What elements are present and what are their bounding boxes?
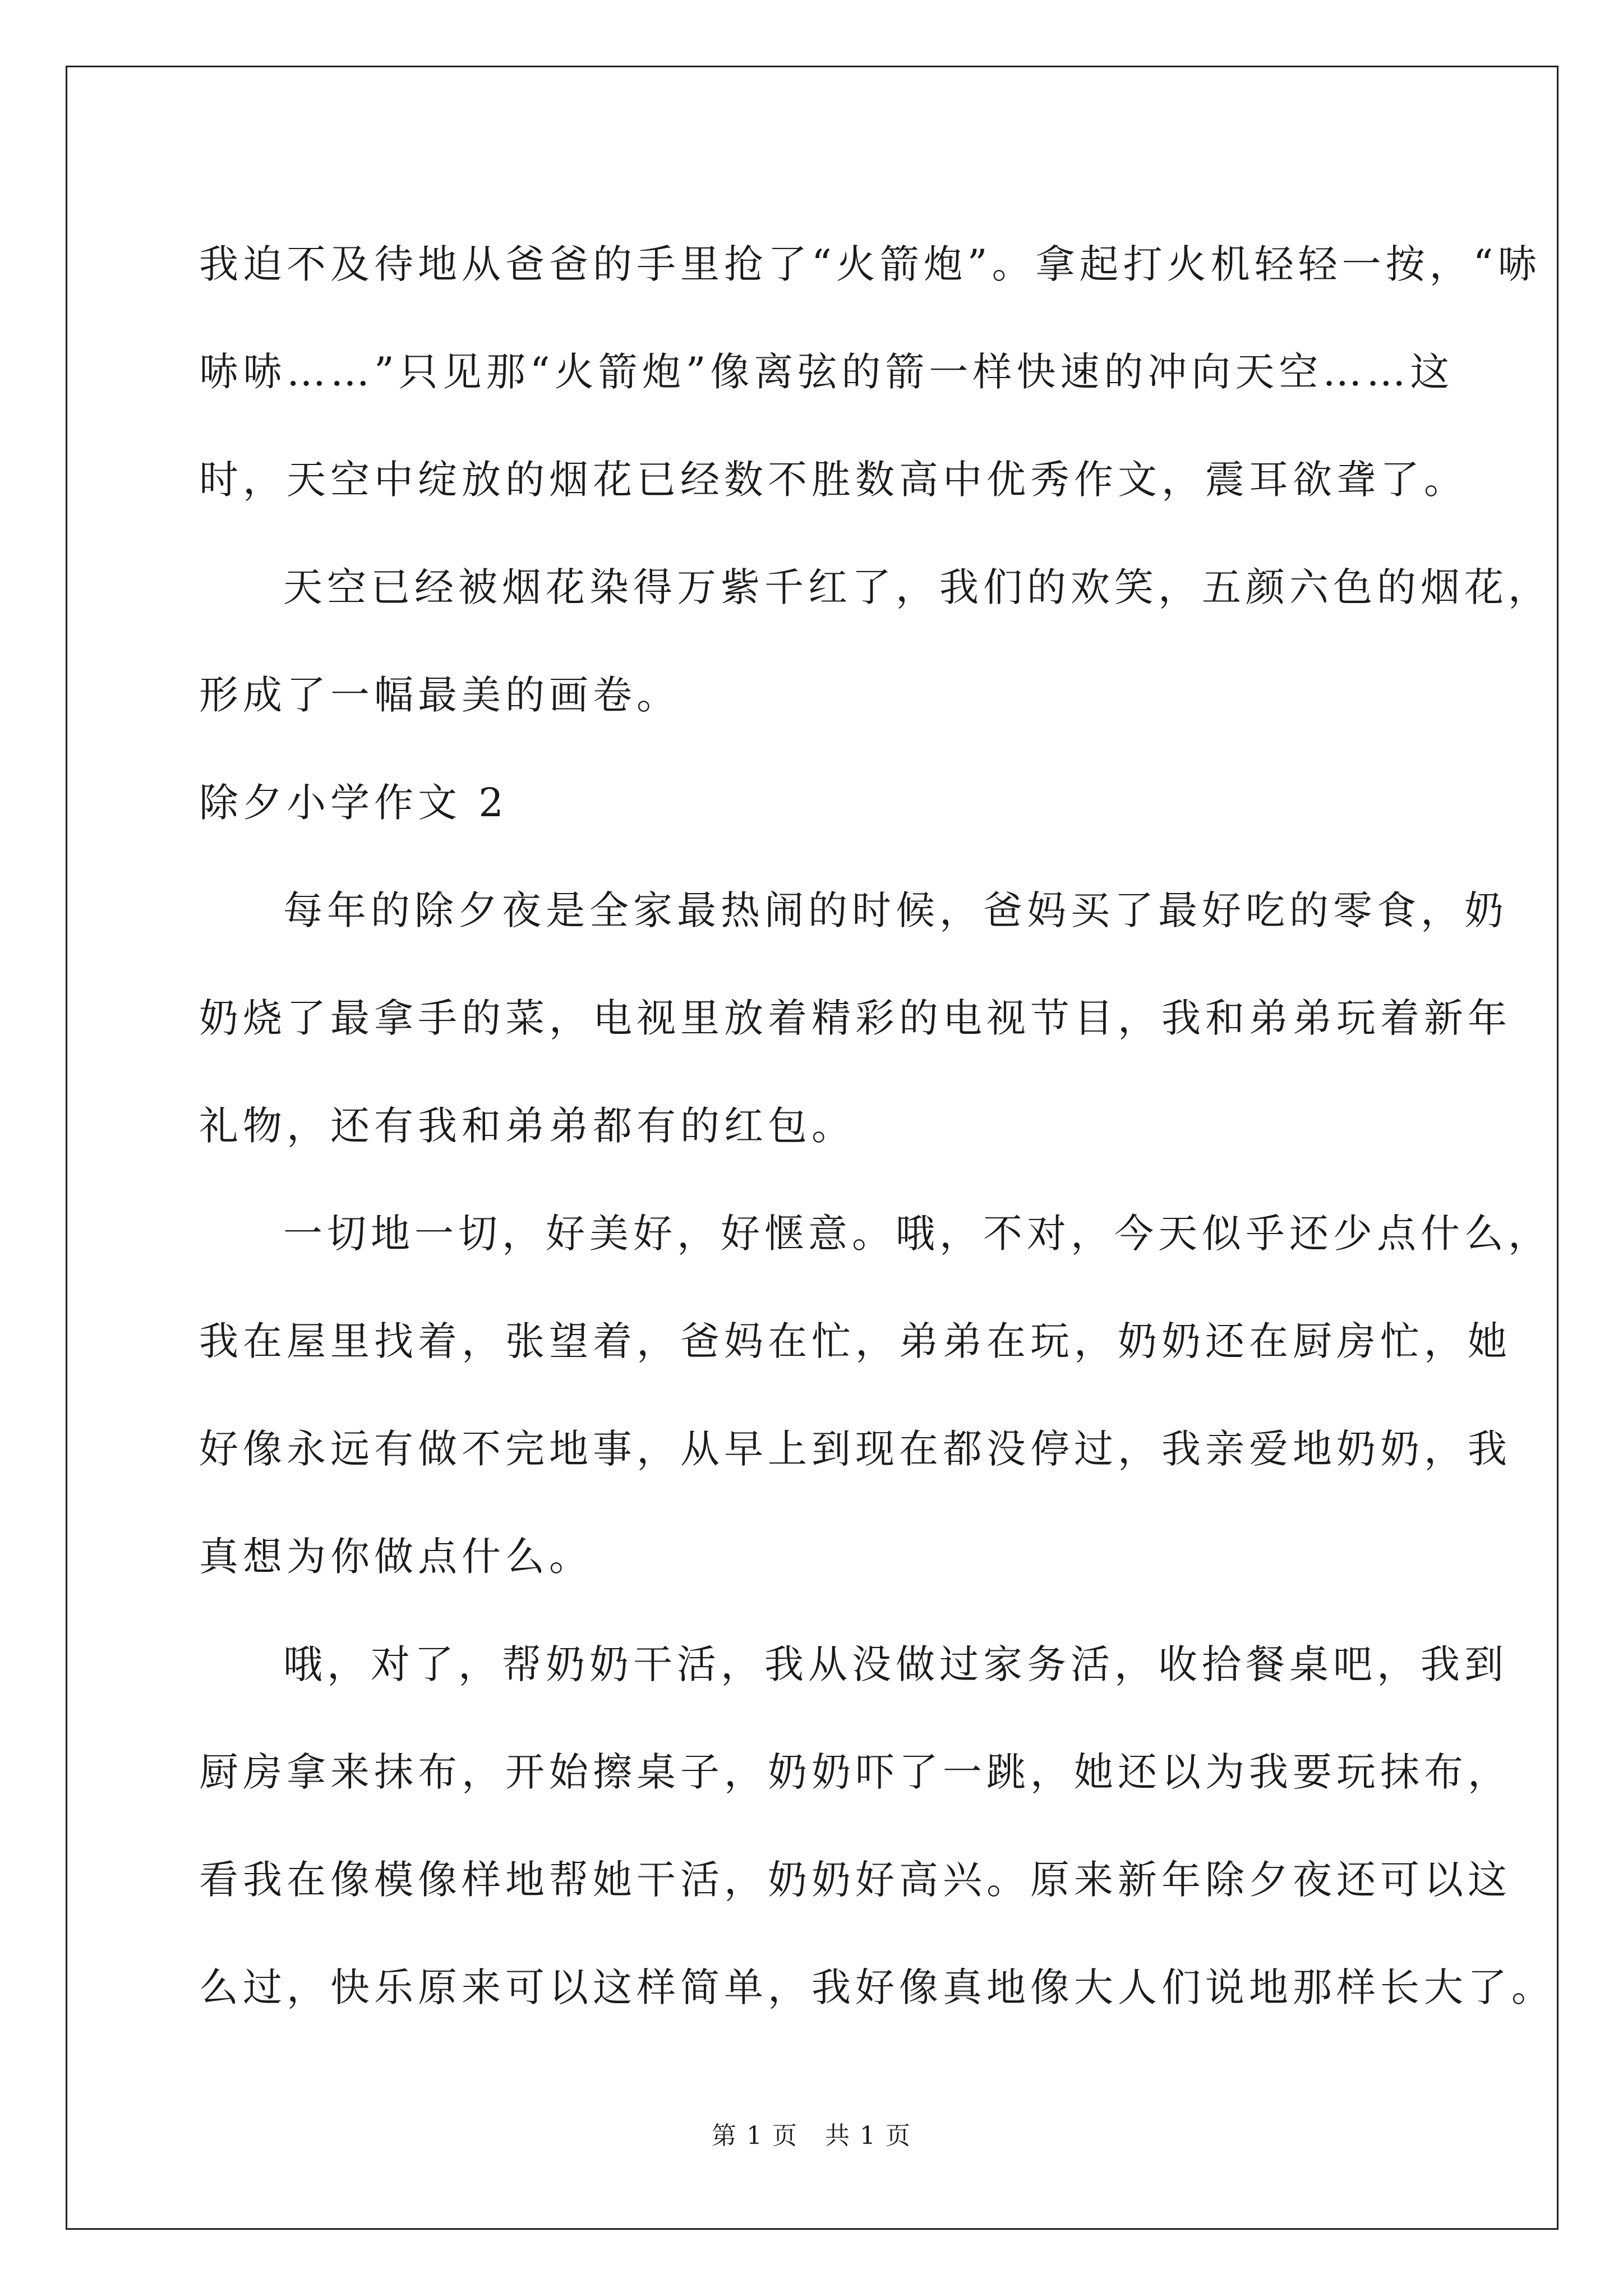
paragraph-first-line: 天空已经被烟花染得万紫千红了，我们的欢笑，五颜六色的烟花，	[283, 564, 1552, 610]
text-line: 我迫不及待地从爸爸的手里抢了“火箭炮”。拿起打火机轻轻一按，“哧	[199, 241, 1542, 287]
text-line: 真想为你做点什么。	[199, 1534, 593, 1580]
section-title: 除夕小学作文 2	[199, 780, 508, 826]
text-line: 礼物，还有我和弟弟都有的红包。	[199, 1103, 855, 1149]
text-line: 时，天空中绽放的烟花已经数不胜数高中优秀作文，震耳欲聋了。	[199, 457, 1468, 503]
paragraph-first-line: 哦，对了，帮奶奶干活，我从没做过家务活，收拾餐桌吧，我到	[283, 1641, 1508, 1687]
text-line: 厨房拿来抹布，开始擦桌子，奶奶吓了一跳，她还以为我要玩抹布，	[199, 1749, 1511, 1795]
paragraph-first-line: 每年的除夕夜是全家最热闹的时候，爸妈买了最好吃的零食，奶	[283, 887, 1508, 933]
text-line: 哧哧……”只见那“火箭炮”像离弦的箭一样快速的冲向天空……这	[199, 349, 1454, 395]
text-line: 我在屋里找着，张望着，爸妈在忙，弟弟在玩，奶奶还在厨房忙，她	[199, 1318, 1511, 1364]
page-footer: 第 1 页 共 1 页	[712, 2122, 911, 2150]
text-line: 么过，快乐原来可以这样简单，我好像真地像大人们说地那样长大了。	[199, 1964, 1555, 2010]
text-line: 看我在像模像样地帮她干活，奶奶好高兴。原来新年除夕夜还可以这	[199, 1857, 1511, 1903]
text-line: 奶烧了最拿手的菜，电视里放着精彩的电视节目，我和弟弟玩着新年	[199, 995, 1511, 1041]
paragraph-first-line: 一切地一切，好美好，好惬意。哦，不对，今天似乎还少点什么，	[283, 1211, 1552, 1257]
text-line: 好像永远有做不完地事，从早上到现在都没停过，我亲爱地奶奶，我	[199, 1426, 1511, 1472]
document-body	[199, 210, 1555, 2041]
text-line: 形成了一幅最美的画卷。	[199, 672, 680, 718]
